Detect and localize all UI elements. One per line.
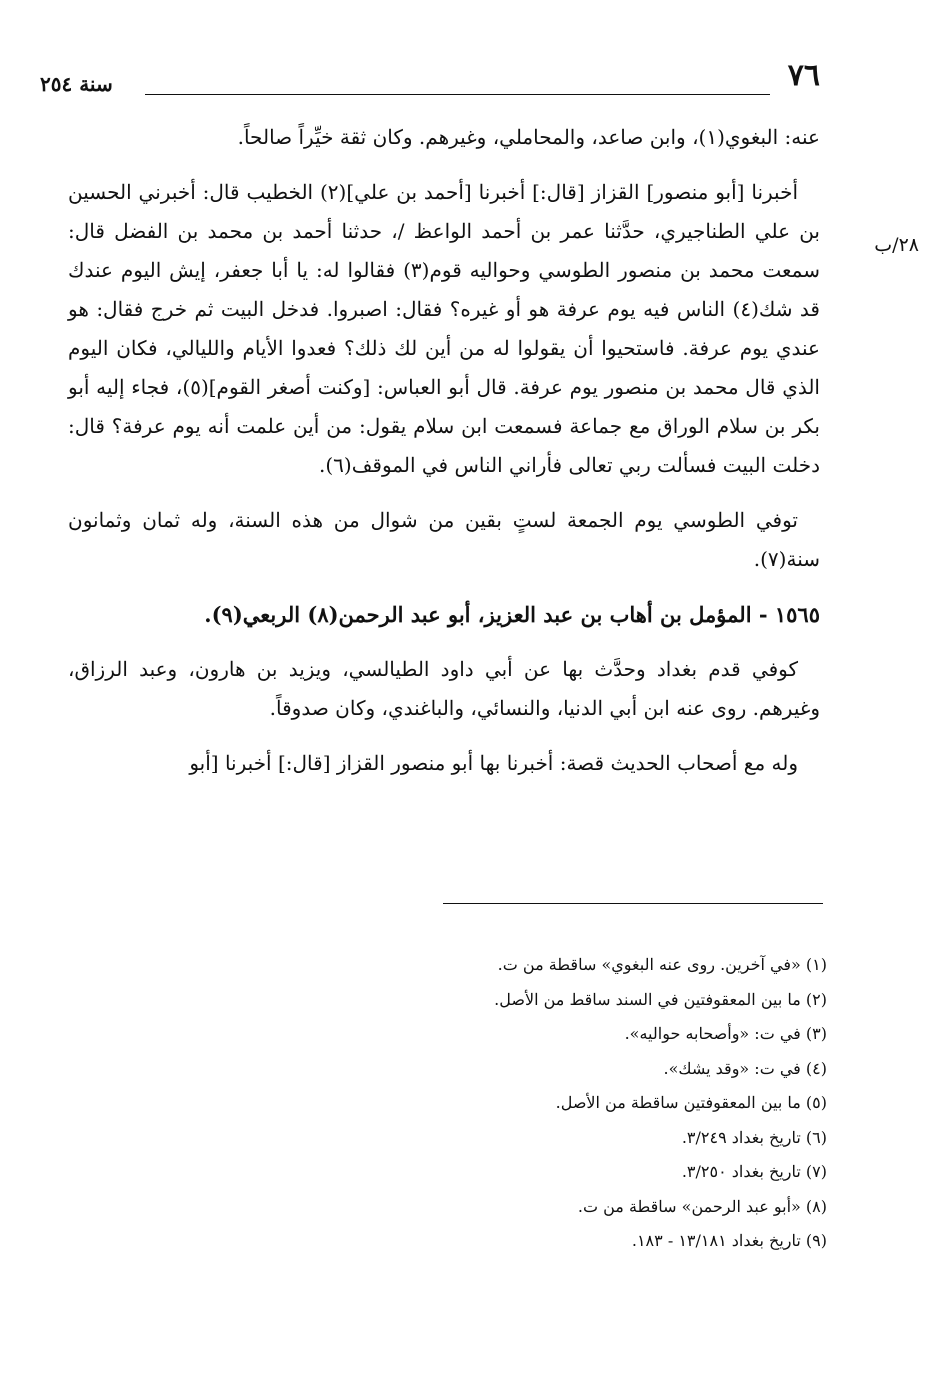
paragraph-1: عنه: البغوي(١)، وابن صاعد، والمحاملي، وغيرهم. وكان ثقة خيِّراً صالحاً.: [237, 125, 820, 149]
footnote: (٧) تاريخ بغداد ٣/٢٥٠.: [681, 1162, 827, 1181]
main-text: [68, 118, 820, 799]
footnote-rule: [443, 903, 823, 904]
header-rule: [145, 94, 770, 95]
manuscript-folio-note: ٢٨/ب: [874, 234, 919, 256]
entry-heading: ١٥٦٥ - المؤمل بن أهاب بن عبد العزيز، أبو عبد الرحمن(٨) الربعي(٩).: [204, 602, 820, 627]
footnotes: [407, 948, 827, 1259]
page-number: ٧٦: [787, 58, 820, 93]
footnote: (٣) في ت: «وأصحابه حواليه».: [624, 1024, 827, 1043]
page-header: [40, 58, 820, 102]
footnote: (٥) ما بين المعقوفتين ساقطة من الأصل.: [555, 1093, 827, 1112]
footnote: (١) «في آخرين. روى عنه البغوي» ساقطة من ت.: [497, 955, 827, 974]
paragraph-3: توفي الطوسي يوم الجمعة لستٍ بقين من شوال من هذه السنة، وله ثمان وثمانون سنة(٧).: [68, 508, 820, 571]
entry-paragraph-2: وله مع أصحاب الحديث قصة: أخبرنا بها أبو منصور القزاز [قال:] أخبرنا [أبو: [189, 751, 798, 775]
footnote: (٩) تاريخ بغداد ١٣/١٨١ - ١٨٣.: [631, 1231, 827, 1250]
footnote: (٢) ما بين المعقوفتين في السند ساقط من الأصل.: [494, 989, 827, 1009]
entry-paragraph-1: كوفي قدم بغداد وحدَّث بها عن أبي داود الطيالسي، ويزيد بن هارون، وعبد الرزاق، وغيرهم. روى عنه ابن أبي الدنيا، والنسائي، والباغندي، وكان صدوقاً.: [68, 657, 820, 720]
year-label: سنة ٢٥٤: [40, 72, 113, 96]
footnote: (٦) تاريخ بغداد ٣/٢٤٩.: [681, 1127, 827, 1147]
paragraph-2: أخبرنا [أبو منصور] القزاز [قال:] أخبرنا [أحمد بن علي](٢) الخطيب قال: أخبرني الحسين بن علي الطناجيري، حدَّثنا عمر بن أحمد الواعظ /، حدثنا أحمد بن محمد بن الفضل قال: سمعت محمد بن منصور الطوسي وحواليه قوم(٣) فقالوا له: يا أبا جعفر، إيش اليوم عندك قد شك(٤) الناس فيه يوم عرفة هو أو غيره؟ فقال: اصبروا. فدخل البيت ثم خرج فقال: هو عندي يوم عرفة. فاستحيوا أن يقولوا له من أين لك ذلك؟ فعدوا الأيام والليالي، فكان اليوم الذي قال محمد بن منصور يوم عرفة. قال أبو العباس: [وكنت أصغر القوم](٥)، فجاء إليه أبو بكر بن سلام الوراق مع جماعة فسمعت ابن سلام يقول: من أين علمت أنه يوم عرفة؟ قال: دخلت البيت فسألت ربي تعالى فأراني الناس في الموقف(٦).: [68, 180, 820, 477]
footnote: (٤) في ت: «وقد يشك».: [663, 1058, 827, 1078]
footnote: (٨) «أبو عبد الرحمن» ساقطة من ت.: [577, 1196, 827, 1216]
